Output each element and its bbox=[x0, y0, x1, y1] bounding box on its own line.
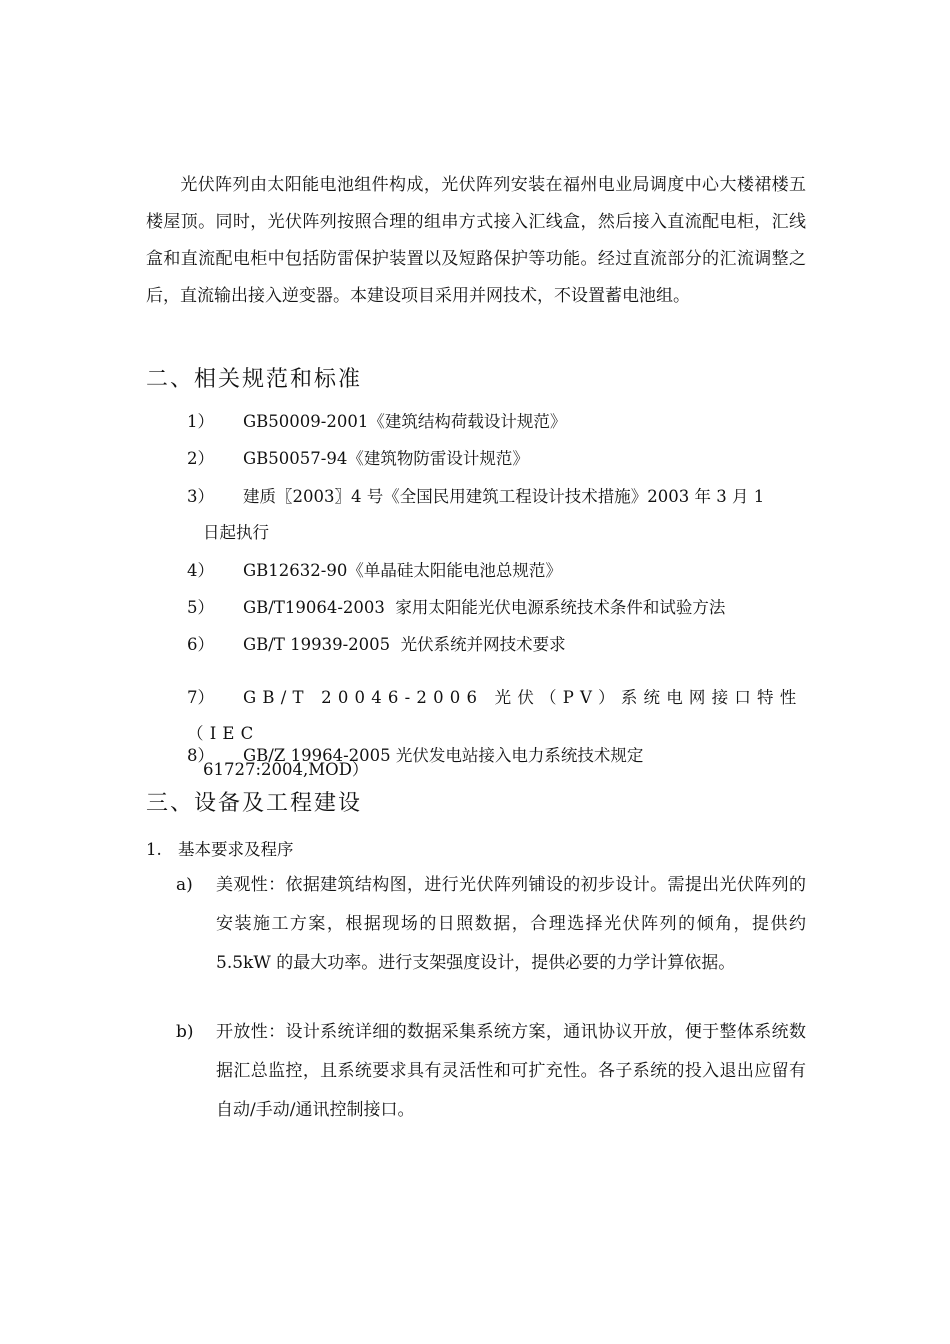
reference-number: 6） bbox=[187, 635, 214, 654]
intro-paragraph bbox=[146, 167, 806, 315]
subsection-number: 1. bbox=[146, 840, 162, 859]
section-heading-equipment: 三、设备及工程建设 bbox=[146, 791, 363, 816]
requirement-tag: b) bbox=[176, 1022, 194, 1042]
reference-number: 7） bbox=[187, 688, 214, 707]
reference-item bbox=[187, 627, 807, 663]
reference-text-continuation: 日起执行 bbox=[203, 523, 269, 542]
reference-item bbox=[187, 590, 807, 626]
reference-text: GB50057-94《建筑物防雷设计规范》 bbox=[243, 449, 529, 468]
reference-item bbox=[187, 553, 807, 589]
requirement-item bbox=[176, 1013, 806, 1130]
subsection-title: 基本要求及程序 bbox=[178, 840, 294, 859]
reference-number: 5） bbox=[187, 598, 214, 617]
requirement-tag: a) bbox=[176, 875, 193, 895]
reference-item bbox=[187, 441, 807, 477]
intro-paragraph-text: 光伏阵列由太阳能电池组件构成，光伏阵列安装在福州电业局调度中心大楼裙楼五楼屋顶。同时，光伏阵列按照合理的组串方式接入汇线盒，然后接入直流配电柜，汇线盒和直流配电柜中包括防雷保护装置以及短路保护等功能。经过直流部分的汇流调整之后，直流输出接入逆变器。本建设项目采用并网技术，不设置蓄电池组。 bbox=[146, 175, 806, 306]
reference-text: GB12632-90《单晶硅太阳能电池总规范》 bbox=[243, 561, 562, 580]
reference-number: 8） bbox=[187, 746, 214, 765]
reference-text-continuation: 61727:2004,MOD） bbox=[203, 760, 369, 779]
reference-text: GB/Z 19964-2005 光伏发电站接入电力系统技术规定 bbox=[243, 746, 644, 765]
requirement-text: 开放性：设计系统详细的数据采集系统方案，通讯协议开放，便于整体系统数据汇总监控，且系统要求具有灵活性和可扩充性。各子系统的投入退出应留有自动/手动/通讯控制接口。 bbox=[216, 1022, 806, 1120]
subsection-heading bbox=[146, 836, 294, 860]
reference-item bbox=[187, 479, 807, 551]
requirement-item bbox=[176, 866, 806, 983]
reference-text: GB50009-2001《建筑结构荷载设计规范》 bbox=[243, 412, 567, 431]
reference-text: 建质〖2003〗4 号《全国民用建筑工程设计技术措施》2003 年 3 月 1 bbox=[243, 487, 765, 506]
reference-number: 4） bbox=[187, 561, 214, 580]
section-heading-standards: 二、相关规范和标准 bbox=[146, 367, 363, 392]
reference-number: 1） bbox=[187, 412, 214, 431]
reference-number: 2） bbox=[187, 449, 214, 468]
reference-number: 3） bbox=[187, 487, 214, 506]
requirement-text: 美观性：依据建筑结构图，进行光伏阵列铺设的初步设计。需提出光伏阵列的安装施工方案，根据现场的日照数据，合理选择光伏阵列的倾角，提供约 5.5kW 的最大功率。进行支架强度设计，提供必要的力学计算依据。 bbox=[216, 875, 806, 973]
reference-item bbox=[187, 738, 807, 774]
reference-text: GB/T 20046-2006 光伏（PV）系统电网接口特性（IEC bbox=[187, 688, 803, 743]
reference-text: GB/T19064-2003 家用太阳能光伏电源系统技术条件和试验方法 bbox=[243, 598, 726, 617]
reference-text: GB/T 19939-2005 光伏系统并网技术要求 bbox=[243, 635, 566, 654]
reference-item bbox=[187, 404, 807, 440]
